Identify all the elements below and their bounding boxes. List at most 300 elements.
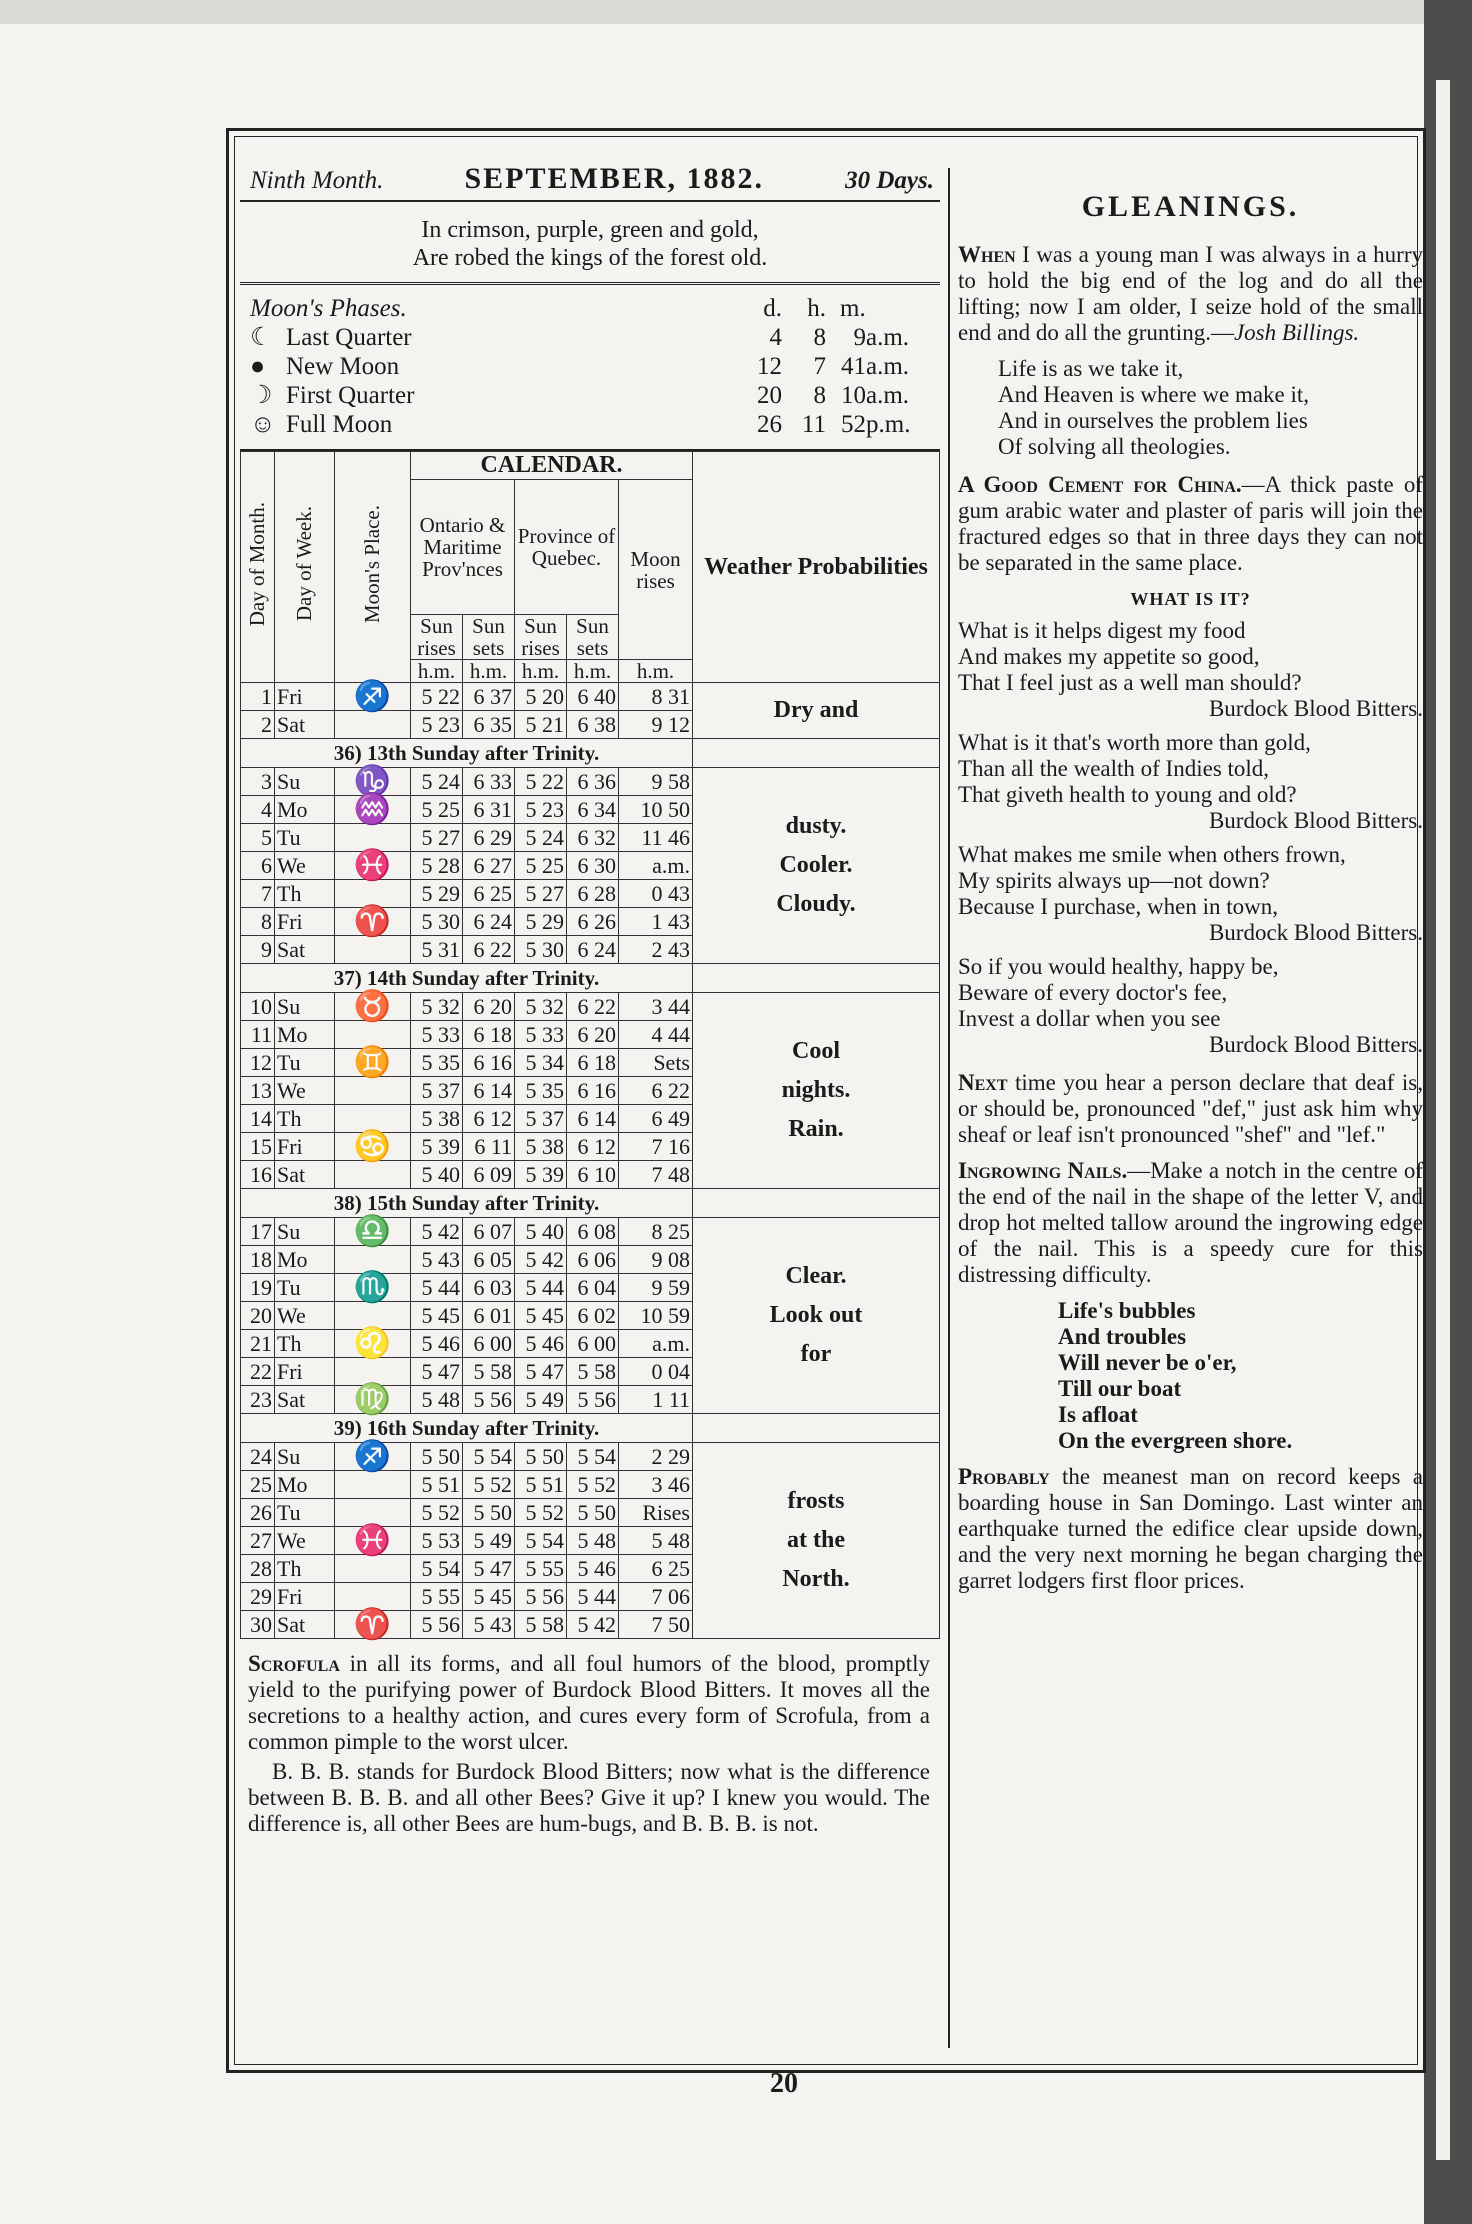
poem-line: Life is as we take it,	[998, 356, 1184, 381]
moon-phase-name: New Moon	[286, 353, 400, 380]
weather-probability	[693, 683, 940, 739]
moon-place-sign-icon	[335, 936, 411, 964]
gleaning-deaf	[958, 1070, 1423, 1148]
ontario-sun-rises: 5 48	[411, 1386, 463, 1414]
moon-rises: Sets	[619, 1049, 693, 1077]
sunday-heading: 36) 13th Sunday after Trinity.	[241, 739, 693, 768]
ontario-sun-rises: 5 51	[411, 1471, 463, 1499]
moon-phase-icon: ☾	[250, 324, 273, 351]
advert-paragraph	[248, 1651, 930, 1755]
moon-place-sign-icon	[335, 1302, 411, 1330]
day-of-week: Su	[275, 1443, 335, 1471]
day-of-month: 10	[241, 993, 275, 1021]
moon-place-sign-icon	[335, 1358, 411, 1386]
moon-place-sign-icon: ♌	[335, 1330, 411, 1358]
ontario-sun-sets: 5 58	[463, 1358, 515, 1386]
day-of-month: 26	[241, 1499, 275, 1527]
ontario-sun-sets: 5 50	[463, 1499, 515, 1527]
col-d: d.	[763, 295, 782, 322]
ontario-sun-rises: 5 38	[411, 1105, 463, 1133]
poem-line: And Heaven is where we make it,	[998, 382, 1310, 407]
bbb-paragraph: B. B. B. stands for Burdock Blood Bitters; now what is the difference between B. B. B. and all other Bees? Give it up? I knew you would. The difference is, all other Bees are hum-bugs, and B. B. B. is not.	[248, 1759, 930, 1836]
gleanings-title: GLEANINGS.	[1081, 190, 1300, 223]
sunday-heading: 39) 16th Sunday after Trinity.	[241, 1414, 693, 1443]
weather-spacer	[693, 1414, 940, 1443]
gleanings-body	[958, 242, 1423, 1594]
moon-phase-hour: 8	[813, 324, 826, 351]
verse-q4	[958, 954, 1423, 1058]
day-of-month: 3	[241, 768, 275, 796]
ontario-sun-sets: 6 27	[463, 852, 515, 880]
ontario-sun-sets: 6 22	[463, 936, 515, 964]
quebec-sun-sets: 6 18	[567, 1049, 619, 1077]
verse-line: What is it helps digest my food	[958, 618, 1246, 643]
quebec-sun-rises: 5 30	[515, 936, 567, 964]
ontario-sun-sets: 6 05	[463, 1246, 515, 1274]
day-of-week: Su	[275, 1218, 335, 1246]
quebec-sun-rises: 5 37	[515, 1105, 567, 1133]
day-of-week: Mo	[275, 1471, 335, 1499]
quebec-sun-rises: 5 47	[515, 1358, 567, 1386]
ontario-sun-sets: 6 29	[463, 824, 515, 852]
page-number: 20	[770, 2068, 798, 2099]
moon-rises: 1 11	[619, 1386, 693, 1414]
moon-place-sign-icon: ♎	[335, 1218, 411, 1246]
gleaning-author: Josh Billings.	[1233, 320, 1360, 345]
day-of-week: Sat	[275, 1386, 335, 1414]
answer-bbb: Burdock Blood Bitters.	[1208, 1032, 1423, 1057]
day-of-month: 6	[241, 852, 275, 880]
day-of-month: 8	[241, 908, 275, 936]
moon-place-sign-icon	[335, 1499, 411, 1527]
gleaning-nails	[958, 1158, 1423, 1288]
day-of-week: Tu	[275, 824, 335, 852]
ontario-sun-rises: 5 54	[411, 1555, 463, 1583]
verse-line: Because I purchase, when in town,	[958, 894, 1278, 919]
weather-text: Cloudy.	[776, 891, 856, 917]
quebec-sun-sets: 6 30	[567, 852, 619, 880]
verse-line: That giveth health to young and old?	[958, 782, 1297, 807]
moon-place-sign-icon	[335, 1105, 411, 1133]
moon-place-sign-icon: ♓	[335, 852, 411, 880]
ontario-sun-sets: 6 01	[463, 1302, 515, 1330]
answer-bbb: Burdock Blood Bitters.	[1208, 696, 1423, 721]
calendar-body	[241, 680, 940, 1641]
moon-place-sign-icon: ♓	[335, 1527, 411, 1555]
poem-line: Will never be o'er,	[1058, 1350, 1237, 1375]
ontario-sun-rises: 5 52	[411, 1499, 463, 1527]
moon-place-sign-icon: ♒	[335, 796, 411, 824]
ontario-sun-sets: 6 31	[463, 796, 515, 824]
day-of-week: Fri	[275, 1583, 335, 1611]
quebec-group-header: Province of Quebec.	[515, 480, 619, 615]
quebec-sun-rises: 5 54	[515, 1527, 567, 1555]
gleaning-text: —A thick paste of gum arabic water and plaster of paris will join the fractured edges so that in three days they can not be separated in the same place.	[958, 472, 1424, 575]
day-of-month: 18	[241, 1246, 275, 1274]
moon-rises: 4 44	[619, 1021, 693, 1049]
moon-rises: Rises	[619, 1499, 693, 1527]
ontario-sun-rises: 5 25	[411, 796, 463, 824]
day-of-month: 16	[241, 1161, 275, 1189]
ontario-sun-rises: 5 30	[411, 908, 463, 936]
month-verse	[240, 202, 940, 285]
ontario-sun-rises: 5 29	[411, 880, 463, 908]
moon-rises: 8 25	[619, 1218, 693, 1246]
moon-phase-ampm: p.m.	[866, 411, 911, 438]
sunday-heading-row	[241, 739, 940, 768]
ontario-sun-rises: 5 35	[411, 1049, 463, 1077]
day-of-month: 20	[241, 1302, 275, 1330]
day-of-month: 9	[241, 936, 275, 964]
verse-line: My spirits always up—not down?	[958, 868, 1270, 893]
ontario-sun-rises: 5 47	[411, 1358, 463, 1386]
month-title: SEPTEMBER, 1882.	[464, 162, 764, 195]
day-of-week: Th	[275, 1555, 335, 1583]
col-day-of-week: Day of Week.	[292, 506, 316, 622]
moon-phase-rows	[250, 323, 930, 439]
quebec-sun-rises: 5 46	[515, 1330, 567, 1358]
moon-rises: 9 12	[619, 711, 693, 739]
ontario-sun-rises: 5 55	[411, 1583, 463, 1611]
moon-phase-ampm: a.m.	[866, 382, 910, 409]
quebec-sun-rises: 5 58	[515, 1611, 567, 1639]
day-of-week: Sat	[275, 1611, 335, 1639]
moon-place-sign-icon: ♍	[335, 1386, 411, 1414]
moon-rises: 8 31	[619, 683, 693, 711]
verse-line: And makes my appetite so good,	[958, 644, 1260, 669]
ontario-sun-sets: 6 07	[463, 1218, 515, 1246]
moon-place-sign-icon: ♈	[335, 908, 411, 936]
weather-probability	[693, 1218, 940, 1414]
quebec-sun-sets: 5 50	[567, 1499, 619, 1527]
gleaning-lead: Next	[958, 1070, 1008, 1095]
day-of-month: 7	[241, 880, 275, 908]
day-of-month: 22	[241, 1358, 275, 1386]
day-of-week: Su	[275, 768, 335, 796]
day-of-week: Sat	[275, 711, 335, 739]
day-of-month: 23	[241, 1386, 275, 1414]
weather-text: Clear.	[785, 1263, 847, 1289]
weather-text: nights.	[781, 1077, 851, 1103]
moon-place-sign-icon: ♉	[335, 993, 411, 1021]
quebec-sun-sets: 6 36	[567, 768, 619, 796]
weather-text: Rain.	[788, 1116, 844, 1142]
moon-place-sign-icon: ♏	[335, 1274, 411, 1302]
moon-rises: 9 58	[619, 768, 693, 796]
moon-place-sign-icon	[335, 1471, 411, 1499]
ontario-sun-sets: 6 37	[463, 683, 515, 711]
moon-rises: 10 50	[619, 796, 693, 824]
moon-phase-icon: ●	[250, 353, 266, 380]
moon-phase-row	[250, 410, 930, 439]
quebec-sun-sets: 6 20	[567, 1021, 619, 1049]
poem-line: And troubles	[1058, 1324, 1187, 1349]
verse-line: So if you would healthy, happy be,	[958, 954, 1279, 979]
quebec-sun-rises: 5 23	[515, 796, 567, 824]
day-of-week: Tu	[275, 1499, 335, 1527]
moon-rises: 1 43	[619, 908, 693, 936]
moon-phases-title: Moon's Phases.	[250, 295, 407, 322]
verse-q1	[958, 618, 1423, 722]
moon-rises: a.m.	[619, 1330, 693, 1358]
quebec-sun-sets: 6 40	[567, 683, 619, 711]
moon-rises: 10 59	[619, 1302, 693, 1330]
quebec-sun-sets: 5 54	[567, 1443, 619, 1471]
day-of-week: Sat	[275, 1161, 335, 1189]
day-of-week: Fri	[275, 1358, 335, 1386]
verse-q3	[958, 842, 1423, 946]
gleaning-lead: A Good Cement for China.	[958, 472, 1242, 497]
day-of-week: We	[275, 1527, 335, 1555]
moon-phase-day: 26	[757, 411, 782, 438]
moon-phase-day: 12	[757, 353, 782, 380]
moon-place-sign-icon	[335, 880, 411, 908]
moon-rises: 6 22	[619, 1077, 693, 1105]
moon-place-sign-icon	[335, 1077, 411, 1105]
moon-rises: 11 46	[619, 824, 693, 852]
calendar-day-row	[241, 683, 940, 711]
quebec-sun-sets: 6 08	[567, 1218, 619, 1246]
moon-place-sign-icon: ♑	[335, 768, 411, 796]
gleaning-billings	[958, 242, 1423, 346]
quebec-sun-rises: 5 21	[515, 711, 567, 739]
que-sun-rises-header: Sun rises	[515, 615, 567, 660]
quebec-sun-sets: 6 38	[567, 711, 619, 739]
day-of-week: Fri	[275, 1133, 335, 1161]
ontario-sun-rises: 5 27	[411, 824, 463, 852]
ontario-sun-sets: 6 16	[463, 1049, 515, 1077]
moon-place-sign-icon: ♐	[335, 683, 411, 711]
moon-rises: 9 08	[619, 1246, 693, 1274]
quebec-sun-rises: 5 49	[515, 1386, 567, 1414]
quebec-sun-sets: 6 14	[567, 1105, 619, 1133]
day-of-month: 2	[241, 711, 275, 739]
quebec-sun-rises: 5 56	[515, 1583, 567, 1611]
moon-rises: 9 59	[619, 1274, 693, 1302]
quebec-sun-rises: 5 38	[515, 1133, 567, 1161]
quebec-sun-rises: 5 40	[515, 1218, 567, 1246]
col-h: h.	[807, 295, 826, 322]
month-header	[240, 150, 940, 202]
quebec-sun-rises: 5 34	[515, 1049, 567, 1077]
moon-rises: 5 48	[619, 1527, 693, 1555]
day-of-month: 5	[241, 824, 275, 852]
verse-line: What makes me smile when others frown,	[958, 842, 1346, 867]
moon-phase-minute: 52	[841, 411, 866, 438]
poem-line: Life's bubbles	[1058, 1298, 1196, 1323]
quebec-sun-sets: 6 34	[567, 796, 619, 824]
quebec-sun-sets: 5 52	[567, 1471, 619, 1499]
quebec-sun-rises: 5 35	[515, 1077, 567, 1105]
verse-line: Are robed the kings of the forest old.	[412, 245, 768, 271]
ont-sun-sets-header: Sun sets	[463, 615, 515, 660]
ontario-group-header: Ontario & Maritime Prov'nces	[411, 480, 515, 615]
ontario-sun-sets: 5 52	[463, 1471, 515, 1499]
verse-q2	[958, 730, 1423, 834]
quebec-sun-rises: 5 55	[515, 1555, 567, 1583]
moon-rises: 3 46	[619, 1471, 693, 1499]
quebec-sun-sets: 6 16	[567, 1077, 619, 1105]
moon-rises: 7 06	[619, 1583, 693, 1611]
what-is-it-title: WHAT IS IT?	[1130, 589, 1251, 609]
weather-probability	[693, 993, 940, 1189]
ontario-sun-rises: 5 43	[411, 1246, 463, 1274]
weather-text: Cooler.	[779, 852, 853, 878]
gleaning-text: —Make a notch in the centre of the end of the nail in the shape of the letter V, and drop hot melted tallow around the ingrowing edge of the nail. This is a speedy cure for this distressing difficulty.	[958, 1158, 1424, 1287]
moon-phase-hour: 11	[801, 411, 826, 438]
moon-phase-day: 4	[769, 324, 782, 351]
quebec-sun-sets: 6 02	[567, 1302, 619, 1330]
moon-phase-icon: ☺	[250, 411, 276, 438]
day-of-week: Fri	[275, 908, 335, 936]
weather-text: North.	[782, 1566, 850, 1592]
moon-place-sign-icon	[335, 1021, 411, 1049]
quebec-sun-sets: 5 48	[567, 1527, 619, 1555]
moon-place-sign-icon	[335, 1555, 411, 1583]
quebec-sun-sets: 6 06	[567, 1246, 619, 1274]
moon-rises: 6 25	[619, 1555, 693, 1583]
day-of-month: 15	[241, 1133, 275, 1161]
moon-rises: 6 49	[619, 1105, 693, 1133]
gleaning-lead: Ingrowing Nails.	[958, 1158, 1128, 1183]
scan-next-page-strip	[1436, 80, 1450, 2160]
quebec-sun-rises: 5 32	[515, 993, 567, 1021]
sunday-heading-row	[241, 964, 940, 993]
moon-rises: 3 44	[619, 993, 693, 1021]
ontario-sun-rises: 5 22	[411, 683, 463, 711]
day-of-week: Tu	[275, 1049, 335, 1077]
day-of-week: Su	[275, 993, 335, 1021]
quebec-sun-rises: 5 33	[515, 1021, 567, 1049]
answer-bbb: Burdock Blood Bitters.	[1208, 808, 1423, 833]
gleaning-landlord	[958, 1464, 1423, 1594]
moon-phase-row	[250, 323, 930, 352]
day-of-week: Th	[275, 1105, 335, 1133]
ontario-sun-rises: 5 44	[411, 1274, 463, 1302]
hm-label: h.m.	[619, 660, 693, 683]
ontario-sun-sets: 5 45	[463, 1583, 515, 1611]
moon-phase-row	[250, 381, 930, 410]
quebec-sun-rises: 5 45	[515, 1302, 567, 1330]
moon-phase-name: Last Quarter	[286, 324, 412, 351]
verse-line: That I feel just as a well man should?	[958, 670, 1302, 695]
month-days: 30 Days.	[845, 167, 934, 194]
day-of-month: 27	[241, 1527, 275, 1555]
ontario-sun-rises: 5 24	[411, 768, 463, 796]
que-sun-sets-header: Sun sets	[567, 615, 619, 660]
moon-place-sign-icon	[335, 1583, 411, 1611]
quebec-sun-rises: 5 42	[515, 1246, 567, 1274]
moon-place-sign-icon	[335, 711, 411, 739]
day-of-month: 24	[241, 1443, 275, 1471]
col-m: m.	[840, 295, 866, 322]
moon-place-sign-icon	[335, 1161, 411, 1189]
sunday-heading: 37) 14th Sunday after Trinity.	[241, 964, 693, 993]
weather-text: Look out	[769, 1302, 863, 1328]
day-of-month: 11	[241, 1021, 275, 1049]
weather-text: Dry and	[773, 697, 859, 723]
verse-line: Than all the wealth of Indies told,	[958, 756, 1270, 781]
sunday-heading-row	[241, 1414, 940, 1443]
verse-line: Beware of every doctor's fee,	[958, 980, 1228, 1005]
calendar-day-row	[241, 993, 940, 1021]
quebec-sun-sets: 6 00	[567, 1330, 619, 1358]
day-of-week: We	[275, 852, 335, 880]
ontario-sun-sets: 5 56	[463, 1386, 515, 1414]
quebec-sun-sets: 6 26	[567, 908, 619, 936]
quebec-sun-sets: 6 04	[567, 1274, 619, 1302]
quebec-sun-rises: 5 27	[515, 880, 567, 908]
ontario-sun-sets: 5 43	[463, 1611, 515, 1639]
ontario-sun-sets: 5 47	[463, 1555, 515, 1583]
day-of-week: Mo	[275, 1246, 335, 1274]
ontario-sun-rises: 5 42	[411, 1218, 463, 1246]
quebec-sun-sets: 6 22	[567, 993, 619, 1021]
quebec-sun-sets: 6 32	[567, 824, 619, 852]
weather-text: for	[800, 1341, 832, 1367]
calendar-day-row	[241, 768, 940, 796]
ontario-sun-rises: 5 50	[411, 1443, 463, 1471]
gleaning-text: the meanest man on record keeps a boarding house in San Domingo. Last winter an earthquake turned the edifice clear upside down, and the very next morning he began charging the garret lodgers first floor prices.	[958, 1464, 1423, 1593]
ontario-sun-sets: 6 11	[463, 1133, 515, 1161]
month-label: Ninth Month.	[250, 167, 384, 194]
ontario-sun-sets: 6 33	[463, 768, 515, 796]
day-of-month: 25	[241, 1471, 275, 1499]
weather-spacer	[693, 1189, 940, 1218]
quebec-sun-rises: 5 24	[515, 824, 567, 852]
weather-text: dusty.	[785, 813, 847, 839]
weather-text: frosts	[787, 1488, 845, 1514]
ontario-sun-rises: 5 46	[411, 1330, 463, 1358]
moon-phase-hour: 8	[813, 382, 826, 409]
poem-line: Is afloat	[1058, 1402, 1138, 1427]
ontario-sun-rises: 5 53	[411, 1527, 463, 1555]
quebec-sun-rises: 5 22	[515, 768, 567, 796]
left-column	[240, 150, 940, 2050]
day-of-month: 13	[241, 1077, 275, 1105]
gleaning-text: time you hear a person declare that deaf is, or should be, pronounced "def," just ask him why sheaf or leaf isn't pronounced "shef" and "lef."	[958, 1070, 1423, 1147]
ontario-sun-rises: 5 45	[411, 1302, 463, 1330]
moon-place-sign-icon	[335, 824, 411, 852]
moon-place-sign-icon: ♊	[335, 1049, 411, 1077]
day-of-week: Sat	[275, 936, 335, 964]
day-of-month: 21	[241, 1330, 275, 1358]
gleaning-lead: Probably	[958, 1464, 1050, 1489]
ontario-sun-rises: 5 23	[411, 711, 463, 739]
day-of-month: 4	[241, 796, 275, 824]
col-day-of-month: Day of Month.	[245, 501, 269, 627]
day-of-month: 19	[241, 1274, 275, 1302]
moon-rises-header: Moon rises	[619, 480, 693, 660]
ontario-sun-sets: 6 09	[463, 1161, 515, 1189]
ontario-sun-rises: 5 32	[411, 993, 463, 1021]
day-of-month: 1	[241, 683, 275, 711]
ontario-sun-sets: 6 35	[463, 711, 515, 739]
day-of-month: 14	[241, 1105, 275, 1133]
sunday-heading: 38) 15th Sunday after Trinity.	[241, 1189, 693, 1218]
moon-phase-minute: 10	[841, 382, 866, 409]
verse-line: Invest a dollar when you see	[958, 1006, 1221, 1031]
ontario-sun-sets: 6 18	[463, 1021, 515, 1049]
moon-rises: 7 48	[619, 1161, 693, 1189]
col-moons-place: Moon's Place.	[360, 504, 384, 624]
day-of-month: 28	[241, 1555, 275, 1583]
quebec-sun-sets: 6 24	[567, 936, 619, 964]
moon-rises: 0 43	[619, 880, 693, 908]
day-of-month: 17	[241, 1218, 275, 1246]
poem-line: Till our boat	[1058, 1376, 1182, 1401]
calendar-day-row	[241, 1218, 940, 1246]
